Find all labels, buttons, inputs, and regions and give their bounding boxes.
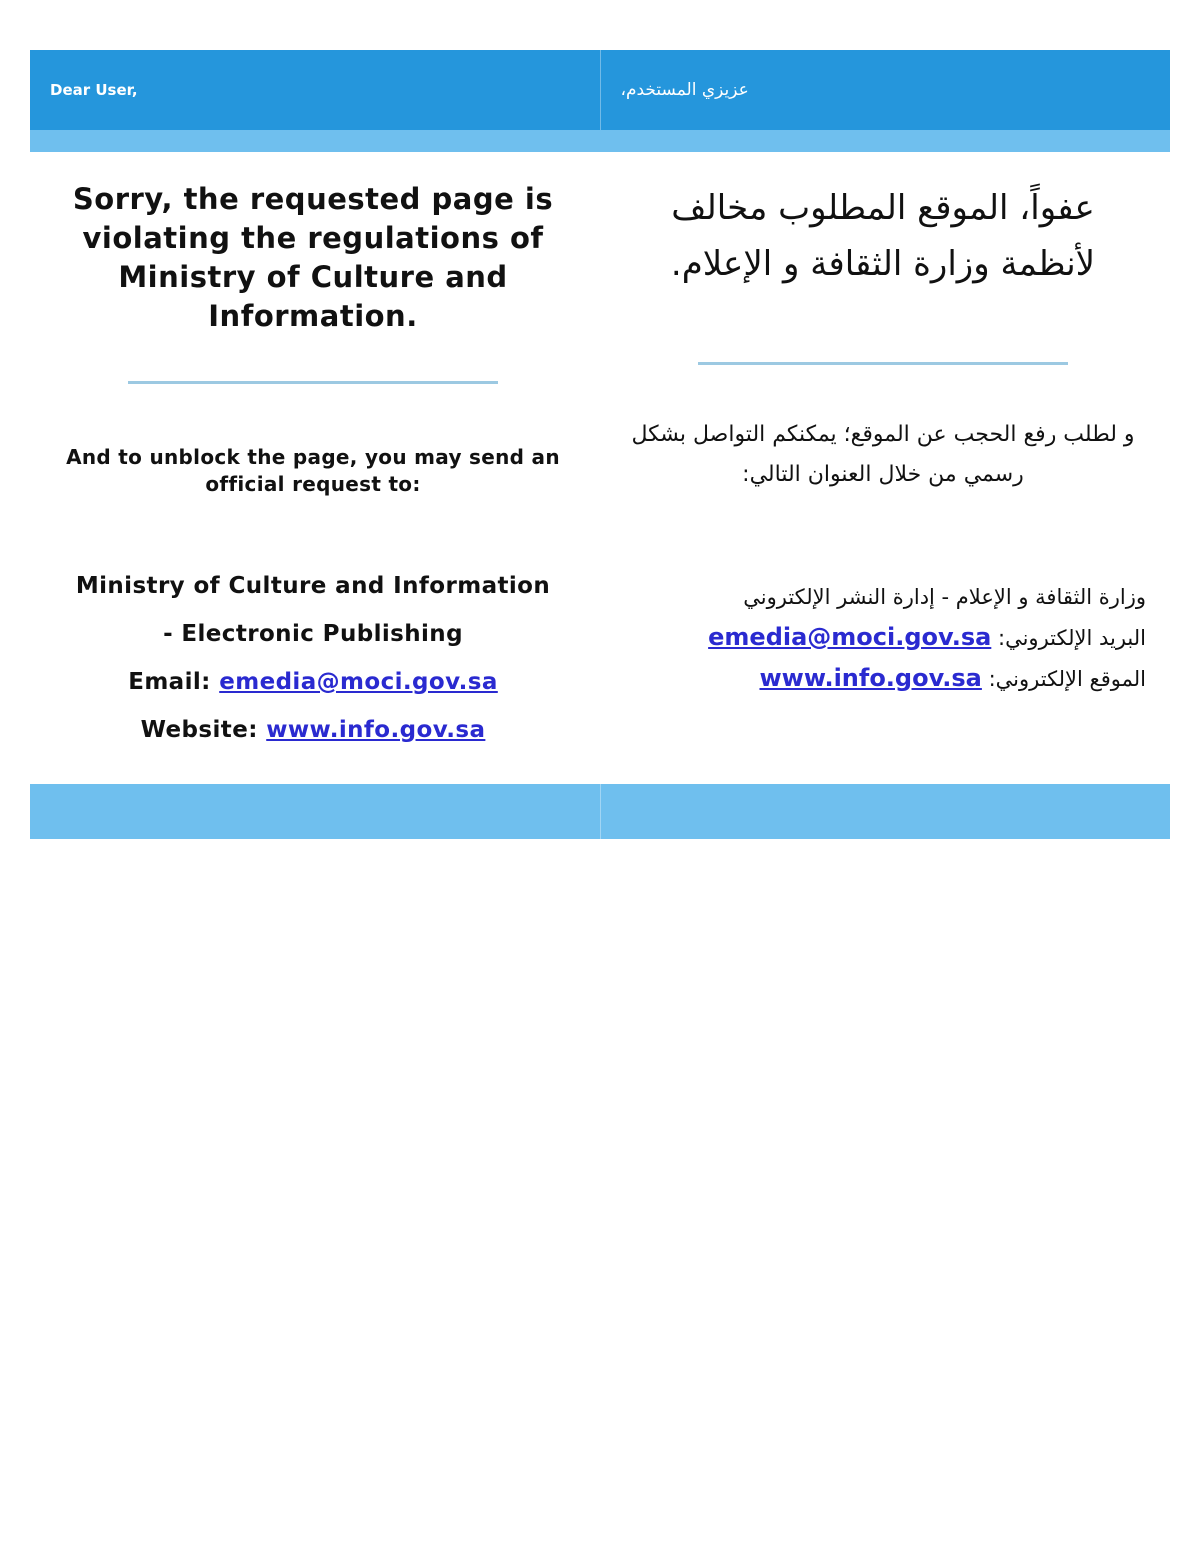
website-link-en[interactable]: www.info.gov.sa xyxy=(266,717,486,743)
header-subbar xyxy=(30,130,1170,152)
divider-ar xyxy=(698,362,1068,365)
greeting-ar: عزيزي المستخدم، xyxy=(620,80,749,100)
contact-block-ar xyxy=(620,577,1146,699)
org-line-2: - Electronic Publishing xyxy=(163,621,463,647)
email-link-en[interactable]: emedia@moci.gov.sa xyxy=(219,669,498,695)
block-notice-page xyxy=(30,50,1170,839)
email-row-ar xyxy=(620,617,1146,658)
page-title-ar: عفواً، الموقع المطلوب مخالف لأنظمة وزارة الثقافة و الإعلام. xyxy=(670,188,1096,284)
email-row-en xyxy=(50,658,576,706)
website-label-ar: الموقع الإلكتروني: xyxy=(988,667,1146,691)
website-label-en: Website: xyxy=(140,717,258,743)
website-row-ar xyxy=(620,658,1146,699)
request-text-ar: و لطلب رفع الحجب عن الموقع؛ يمكنكم التواصل بشكل رسمي من خلال العنوان التالي: xyxy=(631,422,1135,487)
english-column xyxy=(30,152,596,754)
org-line-1: Ministry of Culture and Information xyxy=(75,573,551,599)
divider-en xyxy=(128,381,498,384)
footer-right xyxy=(601,784,1171,839)
contact-block-en xyxy=(50,562,576,754)
greeting-en: Dear User, xyxy=(30,50,601,130)
email-link-ar[interactable]: emedia@moci.gov.sa xyxy=(708,623,992,651)
header-bar xyxy=(30,50,1170,130)
email-label-en: Email: xyxy=(128,669,211,695)
website-row-en xyxy=(50,706,576,754)
footer-bar xyxy=(30,784,1170,839)
page-title-en: Sorry, the requested page is violating the regulations of Ministry of Culture and Information. xyxy=(72,182,554,333)
website-link-ar[interactable]: www.info.gov.sa xyxy=(759,664,982,692)
request-text-en: And to unblock the page, you may send an official request to: xyxy=(66,445,560,496)
arabic-column xyxy=(596,152,1170,754)
notice-content xyxy=(30,152,1170,754)
org-line-ar: وزارة الثقافة و الإعلام - إدارة النشر الإلكتروني xyxy=(743,585,1146,609)
footer-left xyxy=(30,784,601,839)
email-label-ar: البريد الإلكتروني: xyxy=(998,626,1146,650)
